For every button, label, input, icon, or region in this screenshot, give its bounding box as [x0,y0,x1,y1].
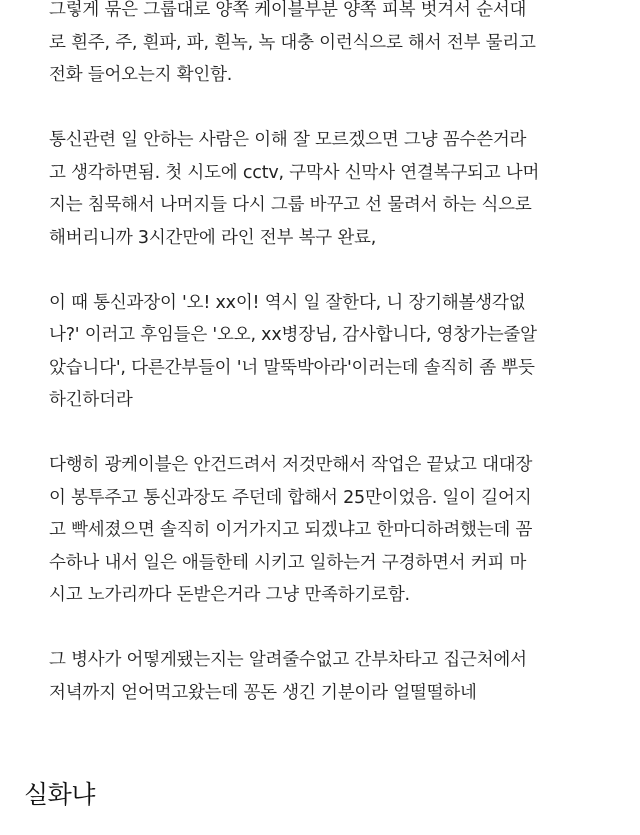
text-line: 이 봉투주고 통신과장도 주던데 합해서 25만이었음. 일이 길어지 [49,487,532,508]
text-line: 저녁까지 얻어먹고왔는데 꽁돈 생긴 기분이라 얼떨떨하네 [49,682,477,703]
text-line: 다행히 광케이블은 안건드려서 저것만해서 작업은 끝났고 대대장 [49,455,533,475]
text-line: 지는 침묵해서 나머지들 다시 그룹 바꾸고 선 물려서 하는 식으로 [49,195,532,215]
text-line: 았습니다', 다른간부들이 '너 말뚝박아라'이러는데 솔직히 좀 뿌듯 [49,357,535,378]
text-line: 시고 노가리까다 돈받은거라 그냥 만족하기로함. [49,585,410,605]
article-body [49,0,609,709]
text-line: 로 흰주, 주, 흰파, 파, 흰녹, 녹 대충 이런식으로 해서 전부 물리고 [49,32,536,53]
text-line: 나?' 이러고 후임들은 '오오, xx병장님, 감사합니다, 영창가는줄알 [49,325,537,345]
paragraph-gap [49,612,609,645]
paragraph-5 [49,644,609,709]
paragraph-4 [49,449,609,612]
post-title: 실화냐 [24,780,95,809]
text-line: 이 때 통신과장이 '오! xx이! 역시 일 잘한다, 니 장기해볼생각없 [49,292,526,313]
text-line: 전화 들어오는지 확인함. [49,65,233,85]
text-line: 고 빡세졌으면 솔직히 이거가지고 되겠냐고 한마디하려했는데 꼼 [49,520,533,540]
text-line: 그 병사가 어떻게됐는지는 알려줄수없고 간부차타고 집근처에서 [49,650,527,670]
paragraph-3 [49,287,609,417]
text-line: 하긴하더라 [49,390,133,410]
text-line: 그렇게 묶은 그룹대로 양쪽 케이블부분 양쪽 피복 벗겨서 순서대 [49,0,527,20]
paragraph-1 [49,0,609,92]
paragraph-gap [49,254,609,287]
text-line: 해버리니까 3시간만에 라인 전부 복구 완료, [49,227,377,248]
paragraph-gap [49,417,609,450]
text-line: 수하나 내서 일은 애들한테 시키고 일하는거 구경하면서 커피 마 [49,552,527,573]
paragraph-gap [49,92,609,125]
text-line: 고 생각하면됨. 첫 시도에 cctv, 구막사 신막사 연결복구되고 나머 [49,162,540,183]
text-line: 통신관련 일 안하는 사람은 이해 잘 모르겠으면 그냥 꼼수쓴거라 [49,130,527,150]
paragraph-2 [49,124,609,254]
